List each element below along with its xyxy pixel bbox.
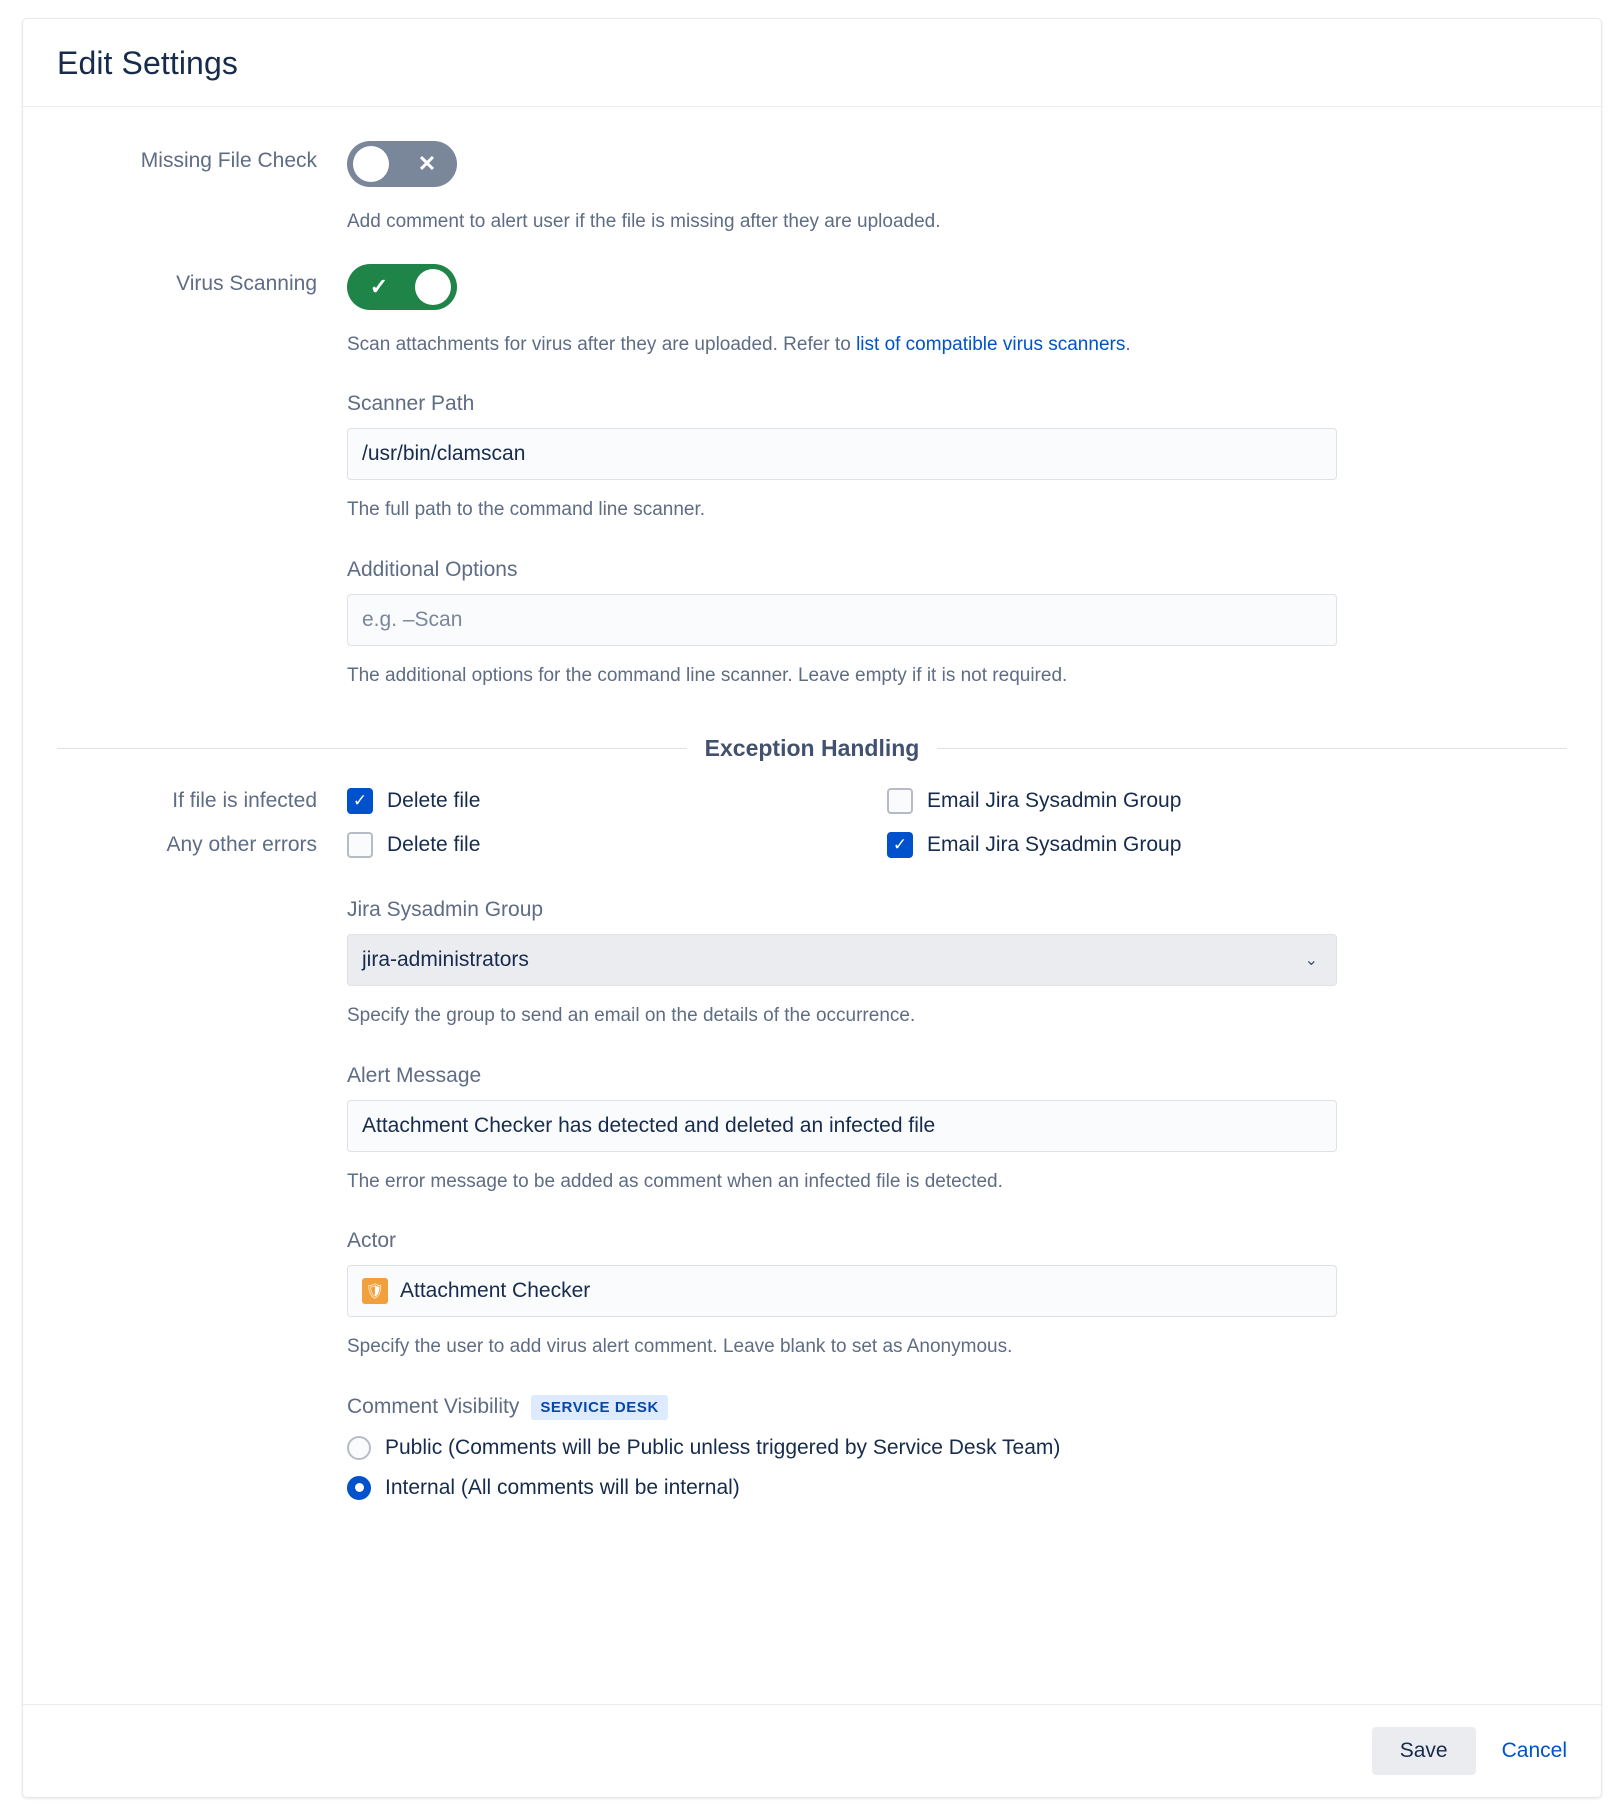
virus-scanning-row	[57, 264, 1567, 690]
radio-circle	[347, 1436, 371, 1460]
edit-settings-dialog	[22, 18, 1602, 1798]
dialog-header	[23, 19, 1601, 107]
missing-file-check-label: Missing File Check	[140, 149, 317, 172]
dialog-body	[23, 107, 1601, 1704]
if-file-infected-row	[57, 788, 1567, 814]
comment-visibility-text: Comment Visibility	[347, 1394, 520, 1418]
divider-right	[937, 748, 1567, 749]
alert-message-input[interactable]	[347, 1100, 1337, 1152]
sysadmin-group-select[interactable]	[347, 934, 1337, 986]
radio-label: Public (Comments will be Public unless triggered by Service Desk Team)	[385, 1435, 1061, 1459]
chevron-down-icon: ⌄	[1304, 952, 1318, 970]
radio-circle	[347, 1476, 371, 1500]
virus-scanning-field	[347, 264, 1337, 690]
any-other-errors-row	[57, 832, 1567, 858]
checkbox-label: Delete file	[387, 789, 481, 813]
checkbox-label: Delete file	[387, 833, 481, 857]
virus-scanning-label: Virus Scanning	[176, 271, 317, 295]
sysadmin-group-value: jira-administrators	[362, 948, 529, 972]
details-row	[57, 876, 1567, 1500]
infected-email-sysadmin-checkbox[interactable]	[887, 788, 1181, 814]
additional-options-input[interactable]	[347, 594, 1337, 646]
checkbox-box: ✓	[347, 788, 373, 814]
details-spacer	[57, 876, 347, 884]
cancel-button[interactable]: Cancel	[1501, 1739, 1567, 1762]
other-email-sysadmin-checkbox[interactable]	[887, 832, 1181, 858]
virus-scanning-help-prefix: Scan attachments for virus after they are uploaded. Refer to	[347, 333, 857, 355]
divider-left	[57, 748, 687, 749]
page-title: Edit Settings	[57, 45, 238, 81]
exception-handling-title: Exception Handling	[704, 735, 920, 762]
details-fields	[347, 876, 1337, 1500]
checkbox-box	[887, 788, 913, 814]
missing-file-check-help: Add comment to alert user if the file is missing after they are uploaded.	[347, 211, 941, 232]
missing-file-check-toggle[interactable]	[347, 141, 457, 187]
actor-help: Specify the user to add virus alert comment. Leave blank to set as Anonymous.	[347, 1336, 1013, 1358]
toggle-knob	[415, 269, 451, 305]
sysadmin-group-help: Specify the group to send an email on the details of the occurrence.	[347, 1005, 916, 1027]
comment-visibility-label	[347, 1395, 1337, 1420]
additional-options-help: The additional options for the command line scanner. Leave empty if it is not required.	[347, 664, 1068, 686]
check-icon: ✓	[369, 273, 389, 299]
infected-delete-file-checkbox[interactable]	[347, 788, 887, 814]
scanner-path-help: The full path to the command line scanner.	[347, 499, 706, 521]
radio-label: Internal (All comments will be internal)	[385, 1475, 740, 1499]
comment-visibility-internal-radio[interactable]	[347, 1476, 1337, 1500]
virus-scanning-help-suffix: .	[1125, 333, 1131, 355]
virus-scanning-toggle[interactable]	[347, 264, 457, 310]
checkbox-label: Email Jira Sysadmin Group	[927, 789, 1182, 813]
checkbox-box	[347, 832, 373, 858]
any-other-errors-label: Any other errors	[166, 833, 317, 857]
actor-value: Attachment Checker	[400, 1279, 591, 1303]
other-delete-file-checkbox[interactable]	[347, 832, 887, 858]
actor-input[interactable]	[347, 1265, 1337, 1317]
virus-scanning-help	[347, 331, 1337, 359]
shield-icon: 🛡	[362, 1278, 388, 1304]
any-other-errors-options	[347, 832, 1337, 858]
alert-message-label: Alert Message	[347, 1063, 482, 1087]
scanner-path-label: Scanner Path	[347, 392, 475, 416]
compatible-scanners-link[interactable]: list of compatible virus scanners	[856, 333, 1126, 355]
save-button[interactable]: Save	[1372, 1727, 1476, 1775]
checkbox-box: ✓	[887, 832, 913, 858]
if-file-infected-label: If file is infected	[172, 789, 317, 813]
missing-file-check-row	[57, 141, 1567, 236]
missing-file-check-field	[347, 141, 1337, 236]
exception-handling-section	[57, 735, 1567, 762]
scanner-path-input[interactable]	[347, 428, 1337, 480]
toggle-knob	[353, 146, 389, 182]
sysadmin-group-label: Jira Sysadmin Group	[347, 898, 544, 922]
if-file-infected-options	[347, 788, 1337, 814]
cross-icon: ✕	[417, 151, 437, 176]
comment-visibility-public-radio[interactable]	[347, 1436, 1337, 1460]
dialog-footer	[23, 1704, 1601, 1797]
actor-label: Actor	[347, 1229, 397, 1253]
additional-options-label: Additional Options	[347, 557, 518, 581]
service-desk-badge: SERVICE DESK	[531, 1395, 668, 1420]
checkbox-label: Email Jira Sysadmin Group	[927, 833, 1182, 857]
alert-message-help: The error message to be added as comment when an infected file is detected.	[347, 1170, 1003, 1192]
